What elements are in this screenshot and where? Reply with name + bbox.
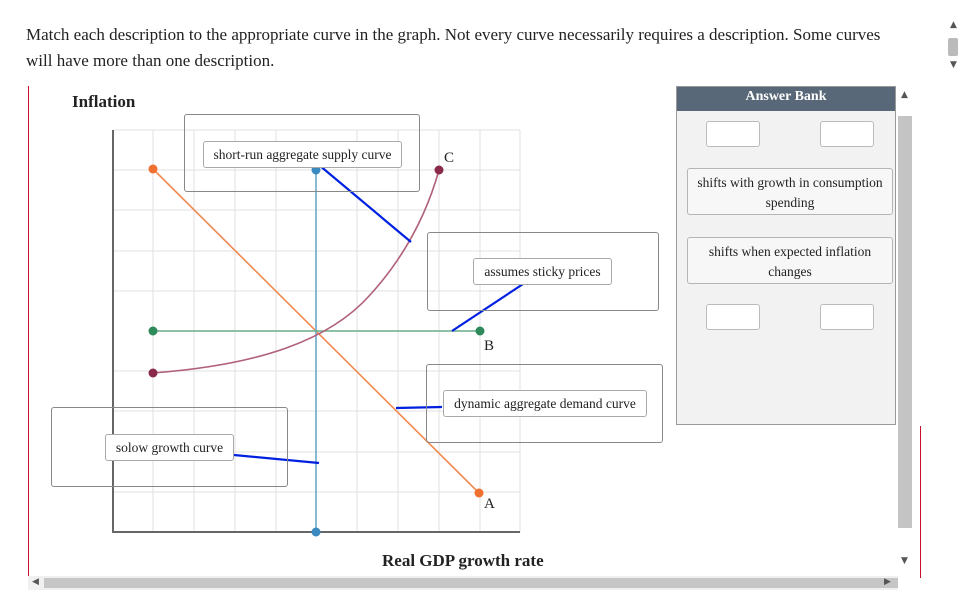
page-scrollbar[interactable] [946,20,962,70]
page-scrollbar-thumb[interactable] [948,38,958,56]
page-scroll-up-icon[interactable]: ▲ [950,20,957,30]
y-axis-label: Inflation [72,92,136,111]
pink-curve-endpoint [149,369,158,378]
page-scroll-down-icon[interactable]: ▼ [950,60,957,70]
scrollbar-thumb[interactable] [898,116,912,528]
empty-slot [706,304,760,330]
empty-slot [820,121,874,147]
empty-slot [820,304,874,330]
answer-bank-title: Answer Bank [677,87,895,111]
placed-label-solow[interactable]: solow growth curve [105,434,234,461]
empty-slot [706,121,760,147]
answer-item-consumption[interactable]: shifts with growth in consumption spending [687,168,893,215]
curve-label-b: B [484,338,495,354]
placed-label-dad[interactable]: dynamic aggregate demand curve [443,390,647,417]
blue-curve-endpoint [312,528,321,537]
curve-label-a: A [484,496,495,512]
placed-label-sras[interactable]: short-run aggregate supply curve [203,141,402,168]
horizontal-scrollbar-thumb[interactable] [44,578,898,588]
orange-curve-endpoint [149,165,158,174]
curve-label-c: C [444,150,455,166]
horizontal-scrollbar[interactable] [28,576,898,590]
scroll-left-arrow-icon[interactable]: ◀ [32,577,39,587]
instructions-text: Match each description to the appropriate curve in the graph. Not every curve necessarily requires a description. Some curves will have more than one description. [26,25,881,70]
green-curve-endpoint [476,327,485,336]
answer-bank-scrollbar[interactable] [898,86,912,578]
scroll-up-arrow-icon[interactable]: ▲ [901,90,908,100]
green-curve-endpoint [149,327,158,336]
x-axis-label: Real GDP growth rate [382,551,544,570]
pink-curve [153,170,439,373]
placed-label-sticky[interactable]: assumes sticky prices [473,258,612,285]
answer-bank [676,86,896,425]
scroll-right-arrow-icon[interactable]: ▶ [884,577,891,587]
scroll-down-arrow-icon[interactable]: ▼ [901,556,908,566]
answer-item-expected-inflation[interactable]: shifts when expected inflation changes [687,237,893,284]
